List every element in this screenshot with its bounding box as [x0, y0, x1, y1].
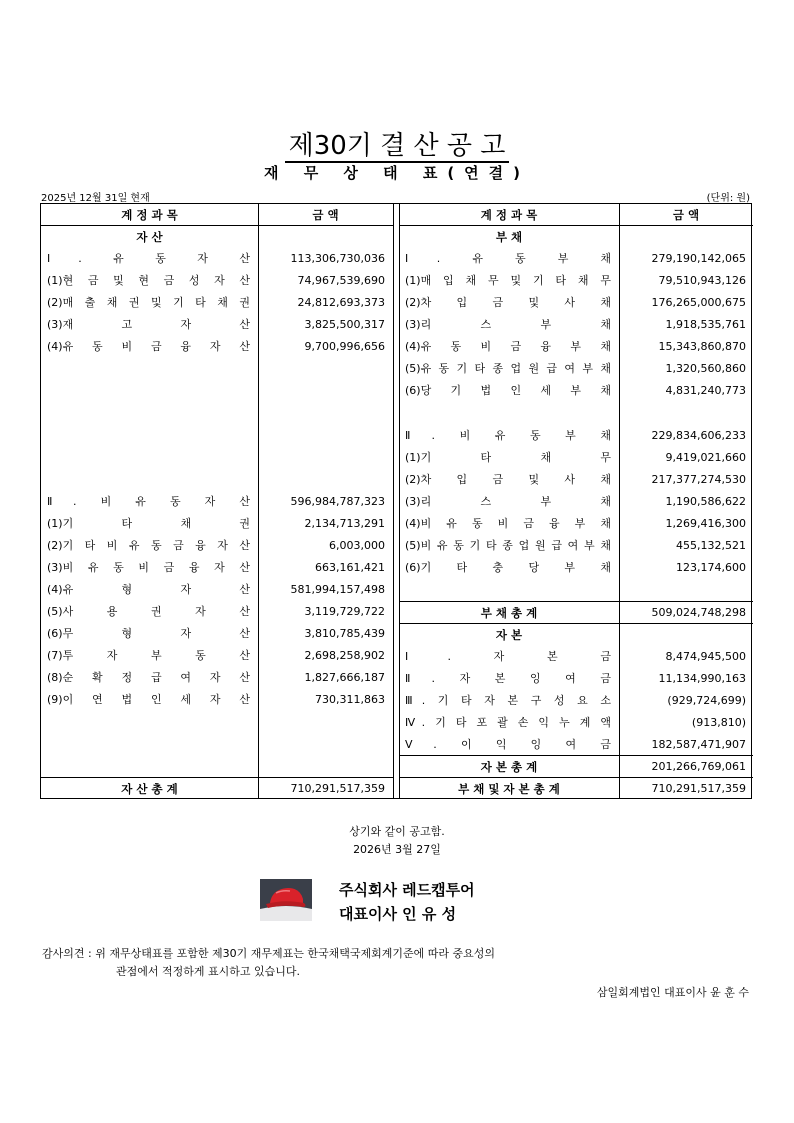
- asset-label: Ⅰ. 유 동 자 산: [47, 252, 250, 265]
- liability-amount: 123,174,600: [676, 561, 746, 574]
- announcement-date: 2026년 3월 27일: [353, 843, 441, 856]
- liability-amount: 1,320,560,860: [665, 362, 746, 375]
- liability-amount: 217,377,274,530: [651, 473, 746, 486]
- equity-label: Ⅰ. 자 본 금: [405, 650, 611, 663]
- liability-amount: 455,132,521: [676, 539, 746, 552]
- liability-label: (4)유 동 비 금 융 부 채: [405, 340, 611, 353]
- asset-amount: 74,967,539,690: [297, 274, 385, 287]
- liability-label: (3)리 스 부 채: [405, 318, 611, 331]
- liability-label: (5)유 동 기 타 종 업 원 급 여 부 채: [405, 362, 611, 375]
- liability-amount: 1,190,586,622: [665, 495, 746, 508]
- liability-label: (6)당 기 법 인 세 부 채: [405, 384, 611, 397]
- equity-amount: 182,587,471,907: [651, 738, 746, 751]
- asset-amount: 3,825,500,317: [304, 318, 385, 331]
- divider: [393, 204, 394, 798]
- asset-label: (1)현 금 및 현 금 성 자 산: [47, 274, 250, 287]
- total-equity-label: 자 본 총 계: [480, 760, 538, 774]
- total-liabilities-equity-label: 부 채 및 자 본 총 계: [458, 782, 560, 796]
- total-assets-label: 자 산 총 계: [121, 782, 178, 796]
- equity-label: Ⅱ. 자 본 잉 여 금: [405, 672, 611, 685]
- asset-amount: 3,810,785,439: [304, 627, 385, 640]
- report-date: 2025년 12월 31일 현재: [41, 193, 150, 204]
- asset-label: (3)비 유 동 비 금 융 자 산: [47, 561, 250, 574]
- asset-label: (2)매 출 채 권 및 기 타 채 권: [47, 296, 250, 309]
- asset-amount: 2,698,258,902: [304, 649, 385, 662]
- liability-label: (4)비 유 동 비 금 융 부 채: [405, 517, 611, 530]
- asset-amount: 1,827,666,187: [304, 671, 385, 684]
- liability-label: (6)기 타 충 당 부 채: [405, 561, 611, 574]
- header-account-left: 계 정 과 목: [121, 208, 178, 222]
- ceo-name: 대표이사 인 유 성: [339, 905, 457, 923]
- equity-label: Ⅴ. 이 익 잉 여 금: [405, 738, 611, 751]
- total-assets-amount: 710,291,517,359: [290, 782, 385, 795]
- audit-line: 감사의견 : 위 재무상태표를 포함한 제30기 재무제표는 한국채택국제회계기준에 따라 중요성의: [42, 947, 495, 960]
- red-cap-logo-icon: [260, 879, 312, 921]
- liability-amount: 15,343,860,870: [658, 340, 746, 353]
- asset-label: (4)유 동 비 금 융 자 산: [47, 340, 250, 353]
- liability-amount: 1,918,535,761: [665, 318, 746, 331]
- company-signature: [339, 878, 475, 926]
- asset-label: (4)유 형 자 산: [47, 583, 250, 596]
- liability-label: (1)매 입 채 무 및 기 타 채 무: [405, 274, 611, 287]
- liability-label: (2)차 입 금 및 사 채: [405, 473, 611, 486]
- liability-label: Ⅱ. 비 유 동 부 채: [405, 429, 611, 442]
- total-equity-amount: 201,266,769,061: [651, 760, 746, 773]
- statement-subtitle: 재 무 상 태 표(연결): [263, 164, 531, 182]
- equity-label: Ⅳ. 기 타 포 괄 손 익 누 계 액: [405, 716, 611, 729]
- equity-label: Ⅲ. 기 타 자 본 구 성 요 소: [405, 694, 611, 707]
- equity-amount: 11,134,990,163: [658, 672, 746, 685]
- balance-sheet-table: [40, 203, 752, 799]
- liability-label: (1)기 타 채 무: [405, 451, 611, 464]
- header-amount-right: 금 액: [672, 208, 700, 222]
- asset-label: Ⅱ. 비 유 동 자 산: [47, 495, 250, 508]
- asset-label: (5)사 용 권 자 산: [47, 605, 250, 618]
- total-liabilities-label: 부 채 총 계: [480, 606, 538, 620]
- equity-amount: (929,724,699): [667, 694, 746, 707]
- asset-amount: 9,700,996,656: [304, 340, 385, 353]
- section-equity: 자 본: [495, 628, 523, 642]
- asset-label: (3)재 고 자 산: [47, 318, 250, 331]
- asset-amount: 596,984,787,323: [290, 495, 385, 508]
- asset-amount: 2,134,713,291: [304, 517, 385, 530]
- announcement-text: 상기와 같이 공고함.: [349, 825, 445, 838]
- liability-amount: 79,510,943,126: [658, 274, 746, 287]
- asset-label: (7)투 자 부 동 산: [47, 649, 250, 662]
- liability-amount: 176,265,000,675: [651, 296, 746, 309]
- liability-amount: 9,419,021,660: [665, 451, 746, 464]
- company-name: 주식회사 레드캡투어: [339, 881, 475, 899]
- audit-opinion: [42, 945, 495, 981]
- equity-amount: (913,810): [691, 716, 746, 729]
- asset-label: (1)기 타 채 권: [47, 517, 250, 530]
- header-account-right: 계 정 과 목: [480, 208, 538, 222]
- liability-label: (2)차 입 금 및 사 채: [405, 296, 611, 309]
- liability-label: (3)리 스 부 채: [405, 495, 611, 508]
- asset-amount: 581,994,157,498: [290, 583, 385, 596]
- asset-label: (8)순 확 정 급 여 자 산: [47, 671, 250, 684]
- asset-amount: 24,812,693,373: [297, 296, 385, 309]
- asset-amount: 663,161,421: [315, 561, 385, 574]
- asset-amount: 113,306,730,036: [290, 252, 385, 265]
- asset-label: (2)기 타 비 유 동 금 융 자 산: [47, 539, 250, 552]
- asset-label: (6)무 형 자 산: [47, 627, 250, 640]
- header-amount-left: 금 액: [312, 208, 339, 222]
- liability-amount: 279,190,142,065: [651, 252, 746, 265]
- total-liabilities-equity-amount: 710,291,517,359: [651, 782, 746, 795]
- section-assets: 자 산: [136, 230, 163, 244]
- divider: [399, 204, 400, 798]
- asset-amount: 3,119,729,722: [304, 605, 385, 618]
- total-liabilities-amount: 509,024,748,298: [651, 606, 746, 619]
- liability-amount: 4,831,240,773: [665, 384, 746, 397]
- asset-label: (9)이 연 법 인 세 자 산: [47, 693, 250, 706]
- liability-amount: 229,834,606,233: [651, 429, 746, 442]
- page-title: 제30기 결 산 공 고: [0, 125, 794, 162]
- asset-amount: 730,311,863: [315, 693, 385, 706]
- liability-label: (5)비 유 동 기 타 종 업 원 급 여 부 채: [405, 539, 611, 552]
- asset-amount: 6,003,000: [329, 539, 385, 552]
- audit-line: 관점에서 적정하게 표시하고 있습니다.: [116, 965, 301, 978]
- liability-amount: 1,269,416,300: [665, 517, 746, 530]
- auditor-name: 삼일회계법인 대표이사 윤 훈 수: [596, 986, 749, 999]
- liability-label: Ⅰ. 유 동 부 채: [405, 252, 611, 265]
- section-liabilities: 부 채: [495, 230, 523, 244]
- equity-amount: 8,474,945,500: [665, 650, 746, 663]
- unit-label: (단위: 원): [706, 193, 750, 204]
